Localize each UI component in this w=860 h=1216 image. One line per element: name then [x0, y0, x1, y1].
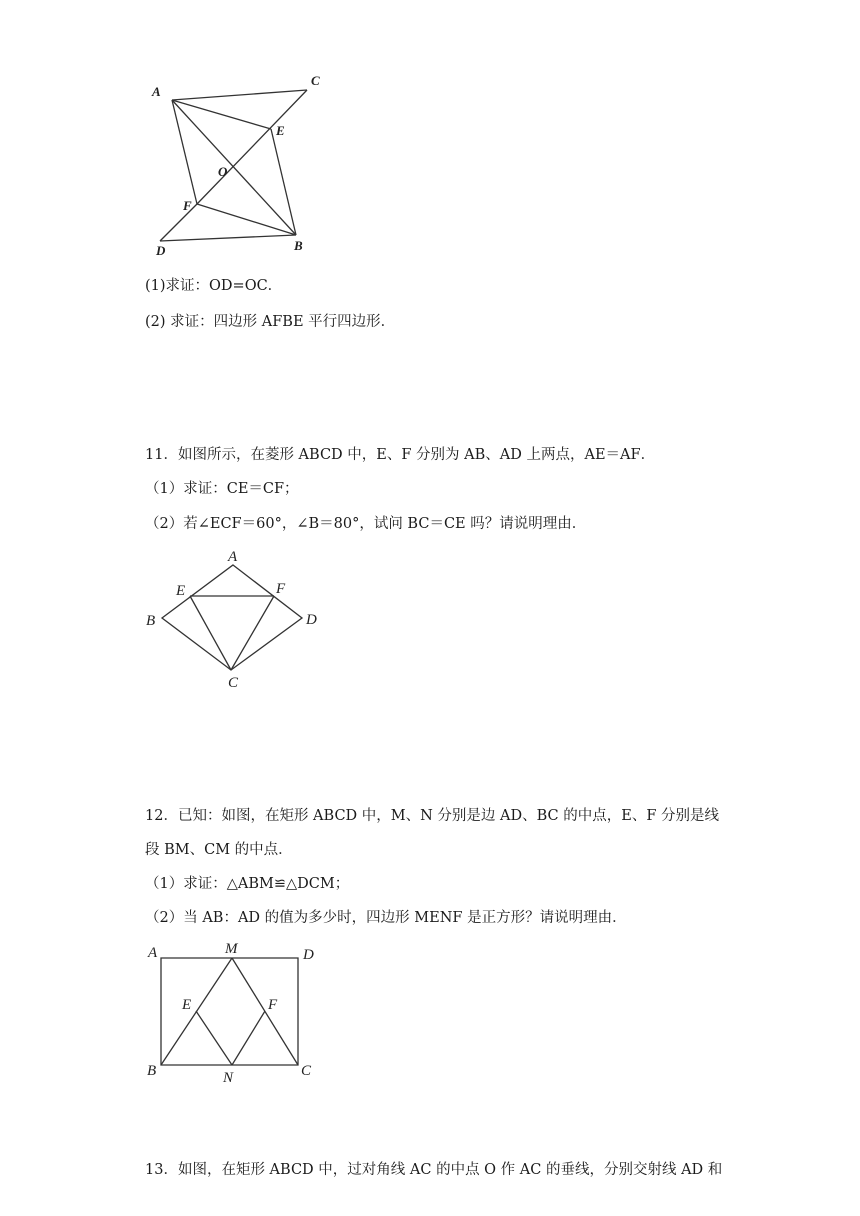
- q12-stem-line2: 段 BM、CM 的中点．: [145, 842, 293, 858]
- q10-part1: (1)求证：OD=OC．: [145, 278, 283, 294]
- q11-stem: 11．如图所示，在菱形 ABCD 中，E、F 分别为 AB、AD 上两点，AE＝AF．: [145, 447, 656, 463]
- label-b: B: [146, 613, 156, 629]
- label-a: A: [228, 549, 238, 565]
- label-f: F: [268, 997, 278, 1013]
- label-e: E: [276, 123, 285, 138]
- label-b: B: [147, 1063, 157, 1079]
- label-f: F: [183, 198, 192, 213]
- label-c: C: [228, 675, 239, 691]
- label-b: B: [294, 238, 303, 253]
- label-c: C: [301, 1063, 312, 1079]
- label-e: E: [182, 997, 192, 1013]
- figure-rectangle-abcd: [140, 938, 330, 1088]
- label-a: A: [152, 84, 161, 99]
- label-d: D: [306, 612, 317, 628]
- figure-rhombus-abcd: [140, 545, 330, 695]
- label-o: O: [218, 164, 228, 179]
- q13-stem-line1: 13．如图，在矩形 ABCD 中，过对角线 AC 的中点 O 作 AC 的垂线，分别交射线 AD 和: [145, 1162, 723, 1178]
- label-f: F: [276, 581, 286, 597]
- label-d: D: [156, 243, 166, 258]
- q11-part1: （1）求证：CE＝CF；: [145, 481, 299, 497]
- label-n: N: [223, 1070, 234, 1086]
- q11-part2: （2）若∠ECF＝60°，∠B＝80°，试问 BC＝CE 吗？请说明理由．: [145, 516, 587, 532]
- q10-part2: (2) 求证：四边形 AFBE 平行四边形．: [145, 314, 396, 330]
- q12-part2: （2）当 AB：AD 的值为多少时，四边形 MENF 是正方形？请说明理由．: [145, 910, 627, 926]
- figure-quadrilateral-afbe: [140, 65, 340, 265]
- label-a: A: [148, 945, 158, 961]
- label-m: M: [225, 941, 238, 957]
- q12-part1: （1）求证：△ABM≌△DCM；: [145, 876, 350, 892]
- label-d: D: [303, 947, 314, 963]
- q12-stem-line1: 12．已知：如图，在矩形 ABCD 中，M、N 分别是边 AD、BC 的中点，E、F 分别是线: [145, 808, 720, 824]
- label-e: E: [176, 583, 186, 599]
- label-c: C: [311, 73, 320, 88]
